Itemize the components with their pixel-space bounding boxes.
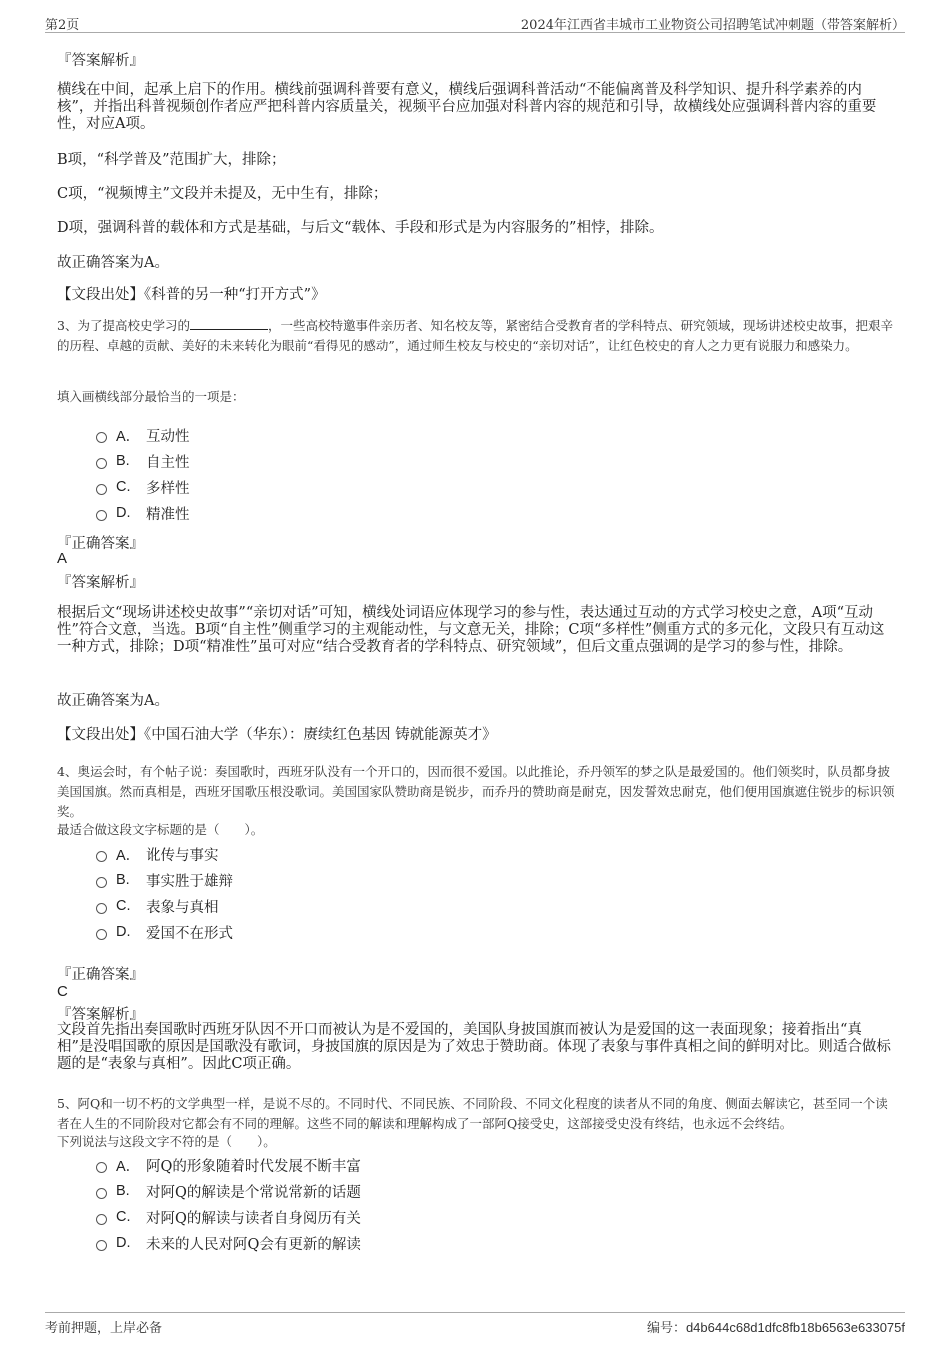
page-header [45, 12, 905, 33]
q4-option-d[interactable]: D. 爱国不在形式 [96, 919, 233, 945]
q2-analysis-label: 『答案解析』 [57, 53, 144, 69]
q2-source: 【文段出处】《科普的另一种“打开方式”》 [57, 287, 326, 303]
q5-option-a[interactable]: A． 阿Q的形象随着时代发展不断丰富 [96, 1152, 361, 1178]
q5-option-d[interactable]: D. 未来的人民对阿Q会有更新的解读 [96, 1230, 361, 1256]
q4-option-a[interactable]: A． 讹传与事实 [96, 841, 233, 867]
radio-icon[interactable] [96, 1214, 107, 1225]
q3-correct-label: 『正确答案』 [57, 536, 144, 552]
q5-prompt: 下列说法与这段文字不符的是（ ）。 [57, 1134, 276, 1149]
radio-icon[interactable] [96, 851, 107, 862]
q3-conclusion: 故正确答案为A。 [57, 693, 169, 709]
q2-conclusion: 故正确答案为A。 [57, 255, 169, 271]
q2-option-c-analysis: C项，“视频博主”文段并未提及，无中生有，排除； [57, 186, 388, 202]
q4-option-c[interactable]: C. 表象与真相 [96, 893, 233, 919]
q3-option-d[interactable]: D. 精准性 [96, 500, 190, 526]
q3-stem [57, 316, 897, 356]
q4-analysis-paragraph: 文段首先指出奏国歌时西班牙队因不开口而被认为是不爱国的，美国队身披国旗而被认为是爱国的这一表面现象；接着指出“真相”是没唱国歌的原因是国歌没有歌词，身披国旗的原因是为了效忠于赞助商。体现了表象与事件真相之间的鲜明对比。则适合做标题的是“表象与真相”。因此C项正确。 [57, 1022, 891, 1072]
footer-note: 考前押题，上岸必备 [45, 1321, 163, 1336]
q4-correct-label: 『正确答案』 [57, 967, 144, 983]
q3-option-a[interactable]: A． 互动性 [96, 422, 190, 448]
q3-stem-end: ，一些高校特邀事件亲历者、知名校友等，紧密结合受教育者的学科特点、研究领域，现场讲述校史故事，把艰辛的历程、卓越的贡献、美好的未来转化为眼前“看得见的感动”，通过师生校友与校史的“亲切对话”，让红色校史的育人之力更有说服力和感染力。 [57, 318, 893, 353]
radio-icon[interactable] [96, 1188, 107, 1199]
q4-option-b[interactable]: B. 事实胜于雄辩 [96, 867, 233, 893]
radio-icon[interactable] [96, 484, 107, 495]
q4-options [96, 841, 233, 945]
q5-options [96, 1152, 361, 1256]
q5-option-b[interactable]: B. 对阿Q的解读是个常说常新的话题 [96, 1178, 361, 1204]
page-footer [45, 1312, 905, 1336]
radio-icon[interactable] [96, 458, 107, 469]
q3-stem-start: 3、为了提高校史学习的 [57, 318, 190, 333]
radio-icon[interactable] [96, 903, 107, 914]
document-code-value: d4b644c68d1dfc8fb18b6563e633075f [685, 1320, 905, 1335]
q3-options [96, 422, 190, 526]
page-number: 第2页 [45, 18, 80, 33]
q3-option-c[interactable]: C. 多样性 [96, 474, 190, 500]
document-code [647, 1317, 905, 1336]
q2-option-b-analysis: B项，“科学普及”范围扩大，排除； [57, 152, 286, 168]
radio-icon[interactable] [96, 1240, 107, 1251]
q2-analysis-paragraph: 横线在中间，起承上启下的作用。横线前强调科普要有意义，横线后强调科普活动“不能偏离普及科学知识、提升科学素养的内核”，并指出科普视频创作者应严把科普内容质量关，视频平台应加强对科普内容的规范和引导，故横线处应强调科普内容的重要性，对应A项。 [57, 82, 877, 132]
radio-icon[interactable] [96, 929, 107, 940]
q2-option-d-analysis: D项，强调科普的载体和方式是基础，与后文“载体、手段和形式是为内容服务的”相悖，排除。 [57, 220, 664, 236]
document-code-label: 编号： [646, 1321, 686, 1336]
q3-blank [190, 317, 268, 330]
q3-correct-answer: A [57, 550, 68, 567]
q3-source: 【文段出处】《中国石油大学（华东）：赓续红色基因 铸就能源英才》 [57, 727, 497, 743]
radio-icon[interactable] [96, 877, 107, 888]
radio-icon[interactable] [96, 510, 107, 521]
q3-analysis-label: 『答案解析』 [57, 575, 144, 591]
radio-icon[interactable] [96, 1162, 107, 1173]
q4-prompt: 最适合做这段文字标题的是（ ）。 [57, 822, 264, 837]
q3-option-b[interactable]: B. 自主性 [96, 448, 190, 474]
q5-option-c[interactable]: C. 对阿Q的解读与读者自身阅历有关 [96, 1204, 361, 1230]
q4-correct-answer: C [57, 983, 68, 1000]
q3-prompt: 填入画横线部分最恰当的一项是： [57, 389, 245, 404]
q5-stem: 5、阿Q和一切不朽的文学典型一样，是说不尽的。不同时代、不同民族、不同阶段、不同文化程度的读者从不同的角度、侧面去解读它，甚至同一个读者在人生的不同阶段对它都会有不同的理解。这些不同的解读和理解构成了一部阿Q接受史，这部接受史没有终结，也永远不会终结。 [57, 1096, 888, 1131]
document-title: 2024年江西省丰城市工业物资公司招聘笔试冲刺题（带答案解析） [520, 18, 905, 33]
radio-icon[interactable] [96, 432, 107, 443]
q4-analysis-label: 『答案解析』 [57, 1007, 144, 1023]
q3-analysis-paragraph: 根据后文“现场讲述校史故事”“亲切对话”可知，横线处词语应体现学习的参与性，表达通过互动的方式学习校史之意，A项“互动性”符合文意，当选。B项“自主性”侧重学习的主观能动性，与文意无关，排除；C项“多样性”侧重方式的多元化，文段只有互动这一种方式，排除；D项“精准性”虽可对应“结合受教育者的学科特点、研究领域”，但后文重点强调的是学习的参与性，排除。 [57, 605, 885, 655]
q4-stem: 4、奥运会时，有个帖子说：奏国歌时，西班牙队没有一个开口的，因而很不爱国。以此推论，乔丹领军的梦之队是最爱国的。他们领奖时，队员都身披美国国旗。然而真相是，西班牙国歌压根没歌词。美国国家队赞助商是锐步，而乔丹的赞助商是耐克，因发誓效忠耐克，他们便用国旗遮住锐步的标识领奖。 [57, 764, 895, 819]
